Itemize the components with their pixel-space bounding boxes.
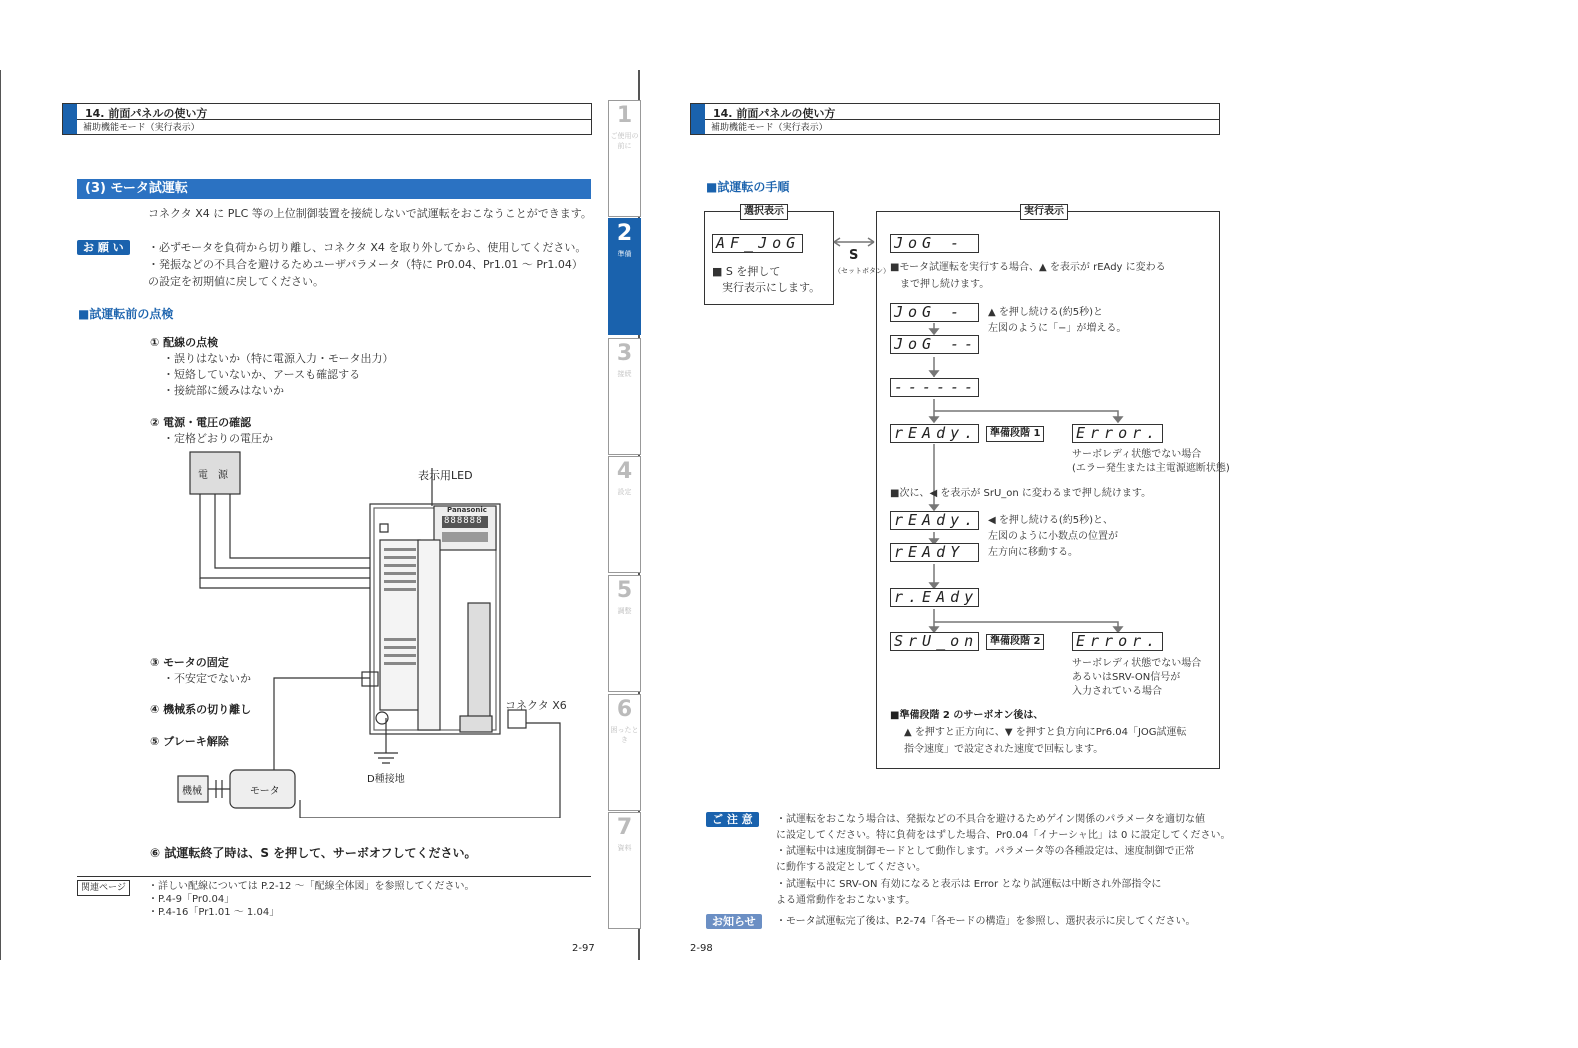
led-digits: 888888 (444, 516, 483, 526)
exec-note-2: まで押し続けます。 (900, 279, 990, 290)
chapter-tab-3[interactable]: 3 接続 (608, 338, 641, 455)
left-note-2: 左図のように小数点の位置が (988, 531, 1118, 542)
caution-line-4: に動作する設定としてください。 (776, 862, 926, 873)
check2-line: ・定格どおりの電圧か (163, 432, 273, 445)
left-page-number: 2-97 (572, 943, 595, 954)
stage-2-tag: 準備段階 2 (986, 634, 1044, 650)
power-box-label: 電 源 (198, 470, 228, 481)
left-page-edge (0, 70, 1, 960)
ground-label: D種接地 (367, 774, 405, 785)
chapter-tab-2[interactable]: 2 準備 (608, 218, 641, 335)
related-line-1: ・詳しい配線については P.2-12 ～「配線全体図」を参照してください。 (148, 881, 475, 892)
chapter-tab-1[interactable]: 1 ご使用の前に (608, 100, 641, 217)
caution-badge: ご 注 意 (706, 812, 759, 827)
check3-line: ・不安定でないか (163, 672, 251, 685)
lcd-dashes: ------ (890, 378, 979, 397)
left-header (62, 103, 592, 135)
after-line-1: ▲ を押すと正方向に、▼ を押すと負方向にPr6.04「JOG試運転 (904, 727, 1187, 738)
procedure-heading: ■試運転の手順 (706, 180, 790, 194)
err1-line-2: (エラー発生または主電源遮断状態) (1072, 463, 1230, 474)
chapter-tab-4[interactable]: 4 設定 (608, 456, 641, 573)
next-note: ■次に、◀ を表示が SrU_on に変わるまで押し続けます。 (890, 488, 1152, 499)
connector-x6-label: コネクタ X6 (505, 699, 567, 712)
select-note-2: 実行表示にします。 (722, 281, 821, 294)
chapter-tab-6[interactable]: 6 困ったとき (608, 694, 641, 811)
related-line-2: ・P.4-9「Pr0.04」 (148, 894, 235, 905)
hold-note-1: ▲ を押し続ける(約5秒)と (988, 307, 1104, 318)
exec-box-title: 実行表示 (1020, 204, 1068, 220)
left-note-1: ◀ を押し続ける(約5秒)と、 (988, 515, 1114, 526)
check1-title: ① 配線の点検 (150, 336, 219, 349)
s-button-label: S (849, 248, 859, 263)
right-header (690, 103, 1220, 135)
lcd-ready-3: rEAdY (890, 543, 979, 562)
check-heading: ■試運転前の点検 (78, 307, 174, 321)
check1-line-3: ・接続部に緩みはないか (163, 384, 284, 397)
right-page-number: 2-98 (690, 943, 713, 954)
wiring-diagram (170, 448, 590, 818)
err2-line-2: あるいはSRV-ON信号が (1072, 672, 1181, 683)
lcd-jog-1: JoG - (890, 303, 979, 322)
select-box-title: 選択表示 (740, 204, 788, 220)
caution-line-1: ・試運転をおこなう場合は、発振などの不具合を避けるためゲイン関係のパラメータを適切な値 (776, 814, 1205, 825)
exec-note-1: ■モータ試運転を実行する場合、▲ を表示が rEAdy に変わる (890, 262, 1166, 273)
related-badge: 関連ページ (77, 880, 130, 896)
chapter-tab-7[interactable]: 7 資料 (608, 812, 641, 929)
left-header-sub: 補助機能モード（実行表示） (83, 123, 200, 133)
intro-text: コネクタ X4 に PLC 等の上位制御装置を接続しないで試運転をおこなうことができます。 (148, 207, 592, 220)
left-note-3: 左方向に移動する。 (988, 547, 1078, 558)
section-title: (3) モータ試運転 (77, 179, 591, 199)
notice-line-2: ・発振などの不具合を避けるためユーザパラメータ（特に Pr0.04、Pr1.01 ～ Pr1.04） (148, 258, 583, 271)
related-line-3: ・P.4-16「Pr1.01 ～ 1.04」 (148, 907, 280, 918)
notice-line-3: の設定を初期値に戻してください。 (148, 275, 324, 288)
caution-line-6: よる通常動作をおこないます。 (776, 895, 916, 906)
machine-label: 機械 (182, 786, 202, 797)
chapter-tab-5[interactable]: 5 調整 (608, 575, 641, 692)
info-line: ・モータ試運転完了後は、P.2-74「各モードの構造」を参照し、選択表示に戻してください。 (776, 916, 1196, 927)
lcd-ready-2: rEAdy. (890, 511, 979, 530)
after-line-2: 指令速度」で設定された速度で回転します。 (904, 744, 1104, 755)
lcd-ready-4: r.EAdy (890, 588, 979, 607)
select-note-1: ■ S を押して (712, 265, 781, 278)
led-label: 表示用LED (418, 469, 473, 482)
err2-line-3: 入力されている場合 (1072, 686, 1162, 697)
step6-text: ⑥ 試運転終了時は、S を押して、サーボオフしてください。 (150, 846, 477, 860)
lcd-jog: JoG - (890, 234, 979, 253)
info-badge: お知らせ (706, 914, 762, 929)
right-header-sub: 補助機能モード（実行表示） (711, 123, 828, 133)
hold-note-2: 左図のように「−」が増える。 (988, 323, 1127, 334)
err1-line-1: サーボレディ状態でない場合 (1072, 449, 1202, 460)
s-button-sub: （セットボタン） (834, 267, 890, 275)
brand-logo: Panasonic (447, 506, 487, 514)
lcd-error: Error. (1072, 424, 1163, 443)
right-header-title: 14. 前面パネルの使い方 (713, 107, 836, 120)
check5-title: ⑤ ブレーキ解除 (150, 735, 229, 748)
lcd-af-jog: AF_JoG (712, 234, 803, 253)
lcd-error-2: Error. (1072, 632, 1163, 651)
left-footer-rule (77, 876, 591, 877)
lcd-srv-on: SrU_on (890, 632, 979, 651)
s-arrow (832, 236, 876, 248)
after-title: ■準備段階 2 のサーボオン後は、 (890, 710, 1044, 721)
caution-line-2: に設定してください。特に負荷をはずした場合、Pr0.04「イナーシャ比」は 0 に設定してください。 (776, 830, 1231, 841)
lcd-jog-2: JoG -- (890, 335, 979, 354)
caution-line-5: ・試運転中に SRV-ON 有効になると表示は Error となり試運転は中断され外部指令に (776, 879, 1162, 890)
check4-title: ④ 機械系の切り離し (150, 703, 252, 716)
check1-line-2: ・短絡していないか、アースも確認する (163, 368, 361, 381)
notice-line-1: ・必ずモータを負荷から切り離し、コネクタ X4 を取り外してから、使用してください。 (148, 241, 587, 254)
stage-1-tag: 準備段階 1 (986, 426, 1044, 442)
check2-title: ② 電源・電圧の確認 (150, 416, 252, 429)
check1-line-1: ・誤りはないか（特に電源入力・モータ出力） (163, 352, 394, 365)
caution-line-3: ・試運転中は速度制御モードとして動作します。パラメータ等の各種設定は、速度制御で正常 (776, 846, 1195, 857)
err2-line-1: サーボレディ状態でない場合 (1072, 658, 1202, 669)
check3-title: ③ モータの固定 (150, 656, 229, 669)
lcd-ready: rEAdy. (890, 424, 979, 443)
left-header-title: 14. 前面パネルの使い方 (85, 107, 208, 120)
motor-label: モータ (250, 786, 280, 797)
notice-badge: お 願 い (77, 240, 130, 255)
